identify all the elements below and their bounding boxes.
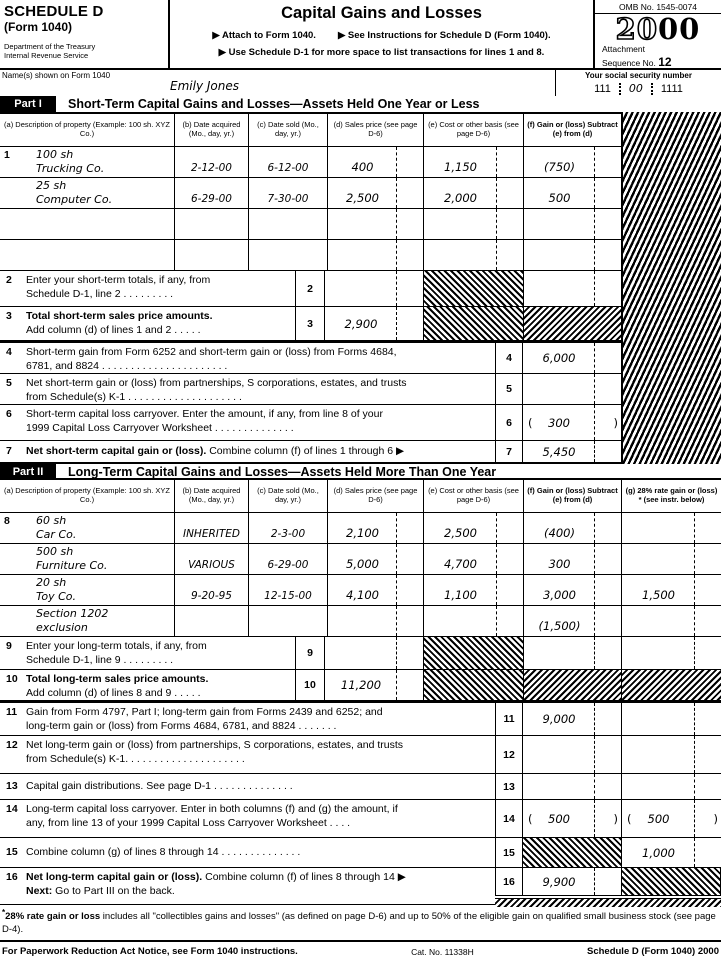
cost-basis-cell[interactable] — [424, 209, 524, 239]
line-5-text: 5 Net short-term gain or (loss) from partnerships, S corporations, estates, and trusts from Schedule(s) K-1 . . . . . . . . . . . . . . . . . . . . — [6, 377, 407, 403]
cents-divider — [594, 606, 595, 636]
cents-divider — [594, 147, 595, 177]
omb-block — [593, 0, 721, 68]
cents-divider — [396, 147, 397, 177]
table-row — [0, 239, 721, 270]
date-sold-cell[interactable]: 12-15-00 — [249, 575, 328, 605]
line-12-amount-f[interactable] — [523, 736, 622, 773]
description-cell[interactable] — [0, 147, 175, 177]
cents-divider — [396, 271, 397, 306]
line-12-amount-g[interactable] — [622, 736, 721, 773]
date-sold-cell[interactable] — [249, 240, 328, 270]
table-row — [0, 208, 721, 239]
cents-divider — [594, 736, 595, 773]
ssn-field[interactable] — [555, 70, 721, 96]
line-14-text: 14 Long-term capital loss carryover. Enter in both columns (f) and (g) the amount, if any, from line 13 of your 1999 Capital Loss Carryover Worksheet . . . . — [6, 803, 398, 829]
table-row — [0, 146, 721, 177]
line-14 — [0, 799, 721, 837]
cents-divider — [496, 606, 497, 636]
gain-loss-cell[interactable]: (1,500) — [524, 606, 622, 636]
line-2-gain-cell — [524, 271, 622, 306]
date-sold-cell[interactable]: 6-29-00 — [249, 544, 328, 574]
table-row — [0, 543, 721, 574]
col-header-cost-basis: (e) Cost or other basis (see page D-6) — [424, 480, 524, 512]
line-12 — [0, 735, 721, 773]
cents-divider — [594, 703, 595, 735]
line-5-numbox: 5 — [495, 374, 523, 404]
sequence-label: Sequence No. — [602, 57, 656, 68]
part1-table-header — [0, 112, 721, 146]
rate-gain-cell[interactable] — [622, 544, 721, 574]
line-9-text: 9 Enter your long-term totals, if any, from Schedule D-1, line 9 . . . . . . . . . — [6, 640, 207, 666]
line-13-amount-g[interactable] — [622, 774, 721, 799]
ssn-label: Your social security number — [585, 71, 692, 80]
cents-divider — [694, 544, 695, 574]
line-11-numbox: 11 — [495, 703, 523, 735]
cents-divider — [496, 209, 497, 239]
part1-bar — [0, 96, 721, 112]
line-13-amount-f[interactable] — [523, 774, 622, 799]
cents-divider — [496, 147, 497, 177]
line-7 — [0, 440, 721, 462]
cents-divider — [496, 544, 497, 574]
ssn-separator-icon — [619, 83, 621, 95]
sales-price-cell[interactable] — [328, 240, 424, 270]
omb-number: OMB No. 1545-0074 — [595, 0, 721, 14]
cents-divider — [396, 178, 397, 208]
cents-divider — [594, 209, 595, 239]
cents-divider — [496, 575, 497, 605]
cost-basis-cell[interactable] — [424, 606, 524, 636]
col-header-28-rate: (g) 28% rate gain or (loss) * (see instr. below) — [625, 486, 718, 504]
sales-price-cell[interactable]: 2,100 — [328, 513, 424, 543]
attachment-sequence — [595, 44, 721, 70]
form-footer-id: Schedule D (Form 1040) 2000 — [587, 946, 719, 957]
date-acquired-cell[interactable] — [175, 606, 249, 636]
line-10-numbox: 10 — [295, 670, 325, 700]
table-row — [0, 574, 721, 605]
cost-basis-cell[interactable]: 4,700 — [424, 544, 524, 574]
col-header-sales-price: (d) Sales price (see page D-6) — [328, 480, 424, 512]
catalog-number: Cat. No. 11338H — [411, 946, 474, 957]
footnote-bold: 28% rate gain or loss — [5, 911, 101, 923]
line-6-numbox: 6 — [495, 405, 523, 440]
cents-divider — [396, 240, 397, 270]
shaded-cell — [524, 307, 622, 340]
cents-divider — [594, 441, 595, 462]
date-acquired-cell[interactable]: VARIOUS — [175, 544, 249, 574]
col-header-date-acquired: (b) Date acquired (Mo., day, yr.) — [175, 480, 249, 512]
cents-divider — [594, 513, 595, 543]
date-sold-cell[interactable] — [249, 209, 328, 239]
line-4 — [0, 342, 721, 373]
department-line2: Internal Revenue Service — [4, 51, 89, 60]
part1-label: Part I — [0, 96, 56, 112]
gain-loss-cell[interactable]: (750) — [524, 147, 622, 177]
line-14-amount-f[interactable]: ( 500 ) — [523, 800, 622, 837]
shaded-cell — [523, 838, 622, 867]
line-6 — [0, 404, 721, 440]
form-title-block — [170, 0, 593, 68]
cents-divider — [694, 800, 695, 837]
page-footer — [0, 940, 721, 961]
line-2-text: 2 Enter your short-term totals, if any, from Schedule D-1, line 2 . . . . . . . . . — [6, 274, 211, 300]
cents-divider — [594, 800, 595, 837]
cents-divider — [694, 736, 695, 773]
line-13 — [0, 773, 721, 799]
paperwork-notice: For Paperwork Reduction Act Notice, see Form 1040 instructions. — [2, 946, 298, 957]
line-7-numbox: 7 — [495, 441, 523, 462]
line-7-amount[interactable]: 5,450 — [523, 441, 622, 462]
gain-loss-cell[interactable] — [524, 209, 622, 239]
line-7-text: 7 Net short-term capital gain or (loss). Combine column (f) of lines 1 through 6 ▶ — [6, 444, 405, 457]
description-cell[interactable] — [0, 209, 175, 239]
table-row — [0, 177, 721, 208]
line-6-amount[interactable]: ( 300 ) — [523, 405, 622, 440]
cents-divider — [694, 637, 695, 669]
tax-year-bold: 00 — [658, 12, 701, 46]
cost-basis-cell[interactable] — [424, 240, 524, 270]
form-id-block — [0, 0, 170, 68]
ssn-part-1[interactable]: 111 — [594, 82, 611, 95]
footnote-asterisk: * — [2, 908, 6, 917]
gain-loss-cell[interactable]: 3,000 — [524, 575, 622, 605]
footnote-text: includes all "collectibles gains and losses" (as defined on page D-6) and up to 50% of the eligible gain on qualified small business stock (see page D-4). — [2, 911, 716, 935]
description-cell[interactable]: Section 1202 exclusion — [0, 606, 175, 636]
name-row — [0, 68, 721, 96]
col-header-sales-price: (d) Sales price (see page D-6) — [328, 114, 424, 146]
part2-table — [0, 478, 721, 636]
cents-divider — [496, 240, 497, 270]
shaded-cell — [424, 307, 524, 340]
line-9-rate-cell — [622, 637, 721, 669]
cents-divider — [396, 575, 397, 605]
cents-divider — [594, 868, 595, 895]
sales-price-cell[interactable] — [328, 209, 424, 239]
gain-loss-cell[interactable] — [524, 240, 622, 270]
sales-price-cell[interactable]: 4,100 — [328, 575, 424, 605]
shaded-strip — [495, 898, 721, 907]
sequence-number: 12 — [658, 54, 672, 69]
col-header-description: (a) Description of property (Example: 100 sh. XYZ Co.) — [0, 114, 175, 146]
attach-instructions — [170, 30, 593, 41]
description-cell[interactable]: 500 sh Furniture Co. — [0, 544, 175, 574]
gain-loss-cell[interactable]: 500 — [524, 178, 622, 208]
line-3-text: 3 Total short-term sales price amounts. Add column (d) of lines 1 and 2 . . . . . — [6, 310, 213, 336]
cents-divider — [594, 178, 595, 208]
col-header-date-acquired: (b) Date acquired (Mo., day, yr.) — [175, 114, 249, 146]
date-acquired-cell[interactable]: 9-20-95 — [175, 575, 249, 605]
cents-divider — [594, 374, 595, 404]
cents-divider — [396, 544, 397, 574]
attachment-label: Attachment — [602, 44, 645, 54]
cents-divider — [594, 544, 595, 574]
line-2-amount[interactable] — [325, 271, 424, 306]
line-3-numbox: 3 — [295, 307, 325, 340]
cents-divider — [496, 178, 497, 208]
description-line1[interactable]: 100 sh — [36, 148, 74, 161]
cents-divider — [594, 575, 595, 605]
shaded-cell — [622, 868, 721, 896]
cents-divider — [396, 209, 397, 239]
line-12-numbox: 12 — [495, 736, 523, 773]
shaded-cell — [424, 271, 524, 306]
line-9-gain-cell — [524, 637, 622, 669]
line-number: 1 — [4, 149, 10, 161]
cents-divider — [496, 513, 497, 543]
description-line1[interactable]: 25 sh — [36, 179, 67, 192]
form-title: Capital Gains and Losses — [281, 4, 482, 22]
cents-divider — [694, 606, 695, 636]
cents-divider — [694, 838, 695, 867]
cents-divider — [694, 703, 695, 735]
line-15-text: 15 Combine column (g) of lines 8 through 14 . . . . . . . . . . . . . . — [6, 845, 301, 858]
line-2-numbox: 2 — [295, 271, 325, 306]
date-acquired-cell[interactable] — [175, 209, 249, 239]
attach-instruction-1: ▶ Attach to Form 1040. — [212, 30, 316, 41]
cents-divider — [594, 240, 595, 270]
shaded-cell — [524, 670, 622, 700]
sales-price-cell[interactable]: 400 — [328, 147, 424, 177]
description-line2[interactable]: Computer Co. — [36, 193, 113, 206]
line-16-text: 16 Net long-term capital gain or (loss). Combine column (f) of lines 8 through 14 ▶ Next: Go to Part III on the back. — [6, 871, 406, 897]
description-cell[interactable]: 20 sh Toy Co. — [0, 575, 175, 605]
date-sold-cell[interactable]: 2-3-00 — [249, 513, 328, 543]
attach-instruction-2: ▶ See Instructions for Schedule D (Form 1040). — [337, 30, 551, 41]
rate-gain-cell[interactable]: 1,500 — [622, 575, 721, 605]
line-9-numbox: 9 — [295, 637, 325, 669]
gain-loss-cell[interactable]: (400) — [524, 513, 622, 543]
line-15-numbox: 15 — [495, 838, 523, 867]
part2-label: Part II — [0, 464, 56, 478]
shaded-cell — [622, 670, 721, 700]
part2-bar — [0, 462, 721, 478]
line-12-text: 12 Net long-term gain or (loss) from partnerships, S corporations, estates, and trusts from Schedule(s) K-1. . . . . . . . . . . . . . . . . . . . . — [6, 739, 403, 765]
cents-divider — [594, 271, 595, 306]
col-header-gain-loss: (f) Gain or (loss) Subtract (e) from (d) — [524, 480, 622, 512]
cents-divider — [694, 774, 695, 799]
description-line2[interactable]: Trucking Co. — [36, 162, 105, 175]
line-13-text: 13 Capital gain distributions. See page D-1 . . . . . . . . . . . . . . — [6, 779, 293, 792]
line-10 — [0, 669, 721, 702]
line-4-numbox: 4 — [495, 343, 523, 373]
col-header-description: (a) Description of property (Example: 100 sh. XYZ Co.) — [0, 480, 175, 512]
col-header-gain-loss: (f) Gain or (loss) Subtract (e) from (d) — [524, 114, 622, 146]
form-header — [0, 0, 721, 68]
ssn-value[interactable] — [556, 82, 721, 95]
line-3-amount[interactable]: 2,900 — [325, 307, 424, 340]
line-10-amount[interactable]: 11,200 — [325, 670, 424, 700]
ssn-part-3[interactable]: 1111 — [660, 82, 683, 95]
part1-table — [0, 112, 721, 270]
name-value[interactable]: Emily Jones — [170, 79, 239, 93]
cost-basis-cell[interactable]: 2,000 — [424, 178, 524, 208]
line-9 — [0, 636, 721, 669]
part2-table-header — [0, 478, 721, 512]
line-16-amount-f[interactable]: 9,900 — [523, 868, 622, 896]
attach-instruction-3: ▶ Use Schedule D-1 for more space to list transactions for lines 1 and 8. — [218, 47, 545, 58]
line-9-amount[interactable] — [325, 637, 424, 669]
line-3 — [0, 306, 721, 342]
line-4-amount[interactable]: 6,000 — [523, 343, 622, 373]
date-acquired-cell[interactable]: 2-12-00 — [175, 147, 249, 177]
cents-divider — [694, 513, 695, 543]
part1-shaded-area — [622, 112, 721, 464]
col-header-cost-basis: (e) Cost or other basis (see page D-6) — [424, 114, 524, 146]
description-cell[interactable] — [0, 240, 175, 270]
description-cell[interactable]: 8 60 sh Car Co. — [0, 513, 175, 543]
line-10-text: 10 Total long-term sales price amounts. Add column (d) of lines 8 and 9 . . . . . — [6, 673, 209, 699]
ssn-part-2[interactable]: 00 — [628, 82, 643, 95]
department-line1: Department of the Treasury — [4, 42, 96, 51]
date-acquired-cell[interactable]: INHERITED — [175, 513, 249, 543]
line-15-amount-g[interactable]: 1,000 — [622, 838, 721, 867]
sales-price-cell[interactable] — [328, 606, 424, 636]
cents-divider — [396, 307, 397, 340]
date-sold-cell[interactable]: 6-12-00 — [249, 147, 328, 177]
line-4-text: 4 Short-term gain from Form 6252 and short-term gain or (loss) from Forms 4684, 6781, and 8824 . . . . . . . . . . . . . . . . . . . . . . — [6, 346, 397, 372]
sales-price-cell[interactable]: 5,000 — [328, 544, 424, 574]
line-11 — [0, 702, 721, 735]
shaded-cell — [424, 637, 524, 669]
date-acquired-cell[interactable]: 6-29-00 — [175, 178, 249, 208]
footnote — [0, 904, 721, 940]
rate-gain-cell[interactable] — [622, 606, 721, 636]
cents-divider — [594, 637, 595, 669]
col-header-date-sold: (c) Date sold (Mo., day, yr.) — [249, 480, 328, 512]
line-16-numbox: 16 — [495, 868, 523, 896]
sales-price-cell[interactable]: 2,500 — [328, 178, 424, 208]
line-number — [0, 178, 22, 208]
cents-divider — [396, 606, 397, 636]
line-11-amount-g[interactable] — [622, 703, 721, 735]
schedule-label: SCHEDULE D — [4, 3, 104, 20]
name-field[interactable] — [0, 70, 555, 96]
cents-divider — [594, 405, 595, 440]
line-2 — [0, 270, 721, 306]
table-row — [0, 605, 721, 636]
part2-title: Long-Term Capital Gains and Losses—Assets Held More Than One Year — [68, 465, 497, 479]
date-sold-cell[interactable] — [249, 606, 328, 636]
line-11-amount-f[interactable]: 9,000 — [523, 703, 622, 735]
cents-divider — [396, 670, 397, 700]
cents-divider — [694, 575, 695, 605]
cents-divider — [594, 774, 595, 799]
part1-title: Short-Term Capital Gains and Losses—Assets Held One Year or Less — [68, 97, 480, 111]
line-13-numbox: 13 — [495, 774, 523, 799]
ssn-separator-icon — [651, 83, 653, 95]
description-cell[interactable] — [0, 178, 175, 208]
line-number: 8 — [4, 515, 10, 527]
line-14-amount-g[interactable]: ( 500 ) — [622, 800, 721, 837]
date-acquired-cell[interactable] — [175, 240, 249, 270]
tax-year-outline: 20 — [615, 12, 658, 46]
cents-divider — [594, 343, 595, 373]
cost-basis-cell[interactable]: 1,150 — [424, 147, 524, 177]
rate-gain-cell[interactable] — [622, 513, 721, 543]
name-label: Name(s) shown on Form 1040 — [2, 71, 111, 80]
line-5 — [0, 373, 721, 404]
cost-basis-cell[interactable]: 2,500 — [424, 513, 524, 543]
line-15 — [0, 837, 721, 867]
table-row — [0, 512, 721, 543]
cost-basis-cell[interactable]: 1,100 — [424, 575, 524, 605]
form-number: (Form 1040) — [4, 20, 73, 34]
line-14-numbox: 14 — [495, 800, 523, 837]
line-16 — [0, 867, 721, 904]
date-sold-cell[interactable]: 7-30-00 — [249, 178, 328, 208]
gain-loss-cell[interactable]: 300 — [524, 544, 622, 574]
cents-divider — [396, 637, 397, 669]
cents-divider — [396, 513, 397, 543]
line-6-text: 6 Short-term capital loss carryover. Enter the amount, if any, from line 8 of your 1999 Capital Loss Carryover Worksheet . . . . . . . . . . . . . . — [6, 408, 383, 434]
line-5-amount[interactable] — [523, 374, 622, 404]
tax-year — [595, 14, 721, 44]
shaded-cell — [424, 670, 524, 700]
line-11-text: 11 Gain from Form 4797, Part I; long-term gain from Forms 2439 and 6252; and long-term gain or (loss) from Forms 4684, 6781, and 8824 . . . . . . . — [6, 706, 383, 732]
col-header-date-sold: (c) Date sold (Mo., day, yr.) — [249, 114, 328, 146]
